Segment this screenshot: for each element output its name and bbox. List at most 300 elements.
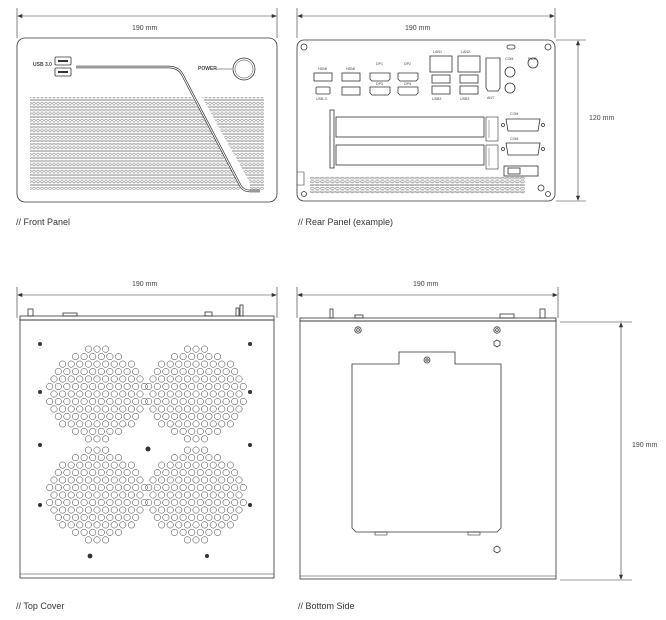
rear-port-label: DP4 [404, 82, 411, 86]
vent-hole [94, 462, 100, 468]
vent-hole [102, 361, 108, 367]
vent-hole [176, 507, 182, 513]
vent-hole [201, 447, 207, 453]
vent-hole [94, 507, 100, 513]
vent-hole [94, 361, 100, 367]
vent-hole [146, 484, 152, 490]
vent-hole [227, 477, 233, 483]
vent-hole [90, 368, 96, 374]
vent-hole [193, 391, 199, 397]
vent-hole [68, 507, 74, 513]
vent-hole [193, 346, 199, 352]
vent-hole [51, 391, 57, 397]
rear-serial-port [486, 58, 500, 91]
vent-hole [107, 413, 113, 419]
front-panel-caption: // Front Panel [16, 217, 71, 227]
vent-hole [150, 376, 156, 382]
vent-hole [85, 391, 91, 397]
vent-hole [210, 421, 216, 427]
vent-hole [158, 462, 164, 468]
vent-hole [98, 529, 104, 535]
vent-hole [94, 522, 100, 528]
vent-hole [232, 499, 238, 505]
vent-hole [201, 537, 207, 543]
vent-hole [219, 462, 225, 468]
vent-hole [111, 522, 117, 528]
vent-hole [193, 447, 199, 453]
vent-hole [115, 514, 121, 520]
vent-hole [193, 537, 199, 543]
vent-hole [115, 413, 121, 419]
top-cover [17, 287, 277, 578]
vent-hole [227, 361, 233, 367]
vent-hole [176, 406, 182, 412]
vent-hole [171, 398, 177, 404]
vent-hole [189, 469, 195, 475]
vent-hole [232, 398, 238, 404]
vent-hole [72, 428, 78, 434]
vent-hole [120, 361, 126, 367]
vent-hole [85, 346, 91, 352]
vent-hole [81, 469, 87, 475]
rear-port-label: DP3 [376, 82, 383, 86]
vent-hole [227, 421, 233, 427]
vent-hole [59, 391, 65, 397]
vent-hole [90, 514, 96, 520]
vent-hole [102, 492, 108, 498]
vent-hole [59, 421, 65, 427]
vent-hole [55, 484, 61, 490]
vent-hole [72, 413, 78, 419]
vent-hole [77, 522, 83, 528]
vent-hole [197, 499, 203, 505]
vent-hole [197, 454, 203, 460]
vent-hole [102, 421, 108, 427]
vent-hole [236, 507, 242, 513]
vent-hole [146, 383, 152, 389]
vent-hole [115, 353, 121, 359]
vent-hole [154, 499, 160, 505]
vent-hole [206, 454, 212, 460]
vent-hole [184, 447, 190, 453]
vent-hole [128, 391, 134, 397]
vent-hole [197, 469, 203, 475]
vent-hole [64, 514, 70, 520]
vent-hole [163, 484, 169, 490]
rear-port-label: DP1 [376, 62, 383, 66]
vent-hole [55, 499, 61, 505]
mounting-holes [38, 342, 252, 558]
vent-hole [59, 406, 65, 412]
front-width-dimension [17, 8, 277, 38]
vent-hole [210, 391, 216, 397]
vent-hole [171, 428, 177, 434]
vent-hole [111, 507, 117, 513]
vent-hole [85, 537, 91, 543]
vent-hole [158, 507, 164, 513]
vent-hole [94, 376, 100, 382]
vent-hole [189, 514, 195, 520]
vent-hole [77, 492, 83, 498]
vent-hole [133, 499, 139, 505]
vent-hole [223, 514, 229, 520]
vent-hole [176, 391, 182, 397]
vent-hole [102, 391, 108, 397]
bottom-access-panel [352, 352, 501, 532]
vent-hole [124, 413, 130, 419]
vent-hole [201, 507, 207, 513]
vent-hole [193, 492, 199, 498]
vent-hole [128, 376, 134, 382]
vent-hole [102, 376, 108, 382]
vent-hole [158, 492, 164, 498]
rear-port-label: HDMI [318, 67, 328, 71]
rear-lan-ports [430, 56, 480, 94]
vent-hole [227, 406, 233, 412]
vent-hole [214, 529, 220, 535]
rear-width-dimension [297, 8, 555, 38]
vent-hole [85, 361, 91, 367]
vent-hole [94, 391, 100, 397]
vent-hole [184, 346, 190, 352]
vent-hole [201, 492, 207, 498]
top-width-dimension [17, 287, 277, 318]
vent-hole [184, 462, 190, 468]
rear-port-label: HDMI [346, 67, 356, 71]
vent-hole [176, 522, 182, 528]
vent-hole [163, 514, 169, 520]
vent-hole [197, 484, 203, 490]
vent-hole [189, 499, 195, 505]
vent-hole [133, 514, 139, 520]
vent-hole [124, 398, 130, 404]
vent-hole [201, 361, 207, 367]
vent-hole [72, 454, 78, 460]
vent-hole [120, 462, 126, 468]
vent-hole [184, 436, 190, 442]
vent-hole [180, 353, 186, 359]
vent-hole [98, 353, 104, 359]
vent-hole [59, 361, 65, 367]
vent-hole [124, 383, 130, 389]
vent-hole [107, 484, 113, 490]
vent-hole [219, 522, 225, 528]
vent-hole [193, 462, 199, 468]
vent-hole [90, 413, 96, 419]
vent-hole [210, 477, 216, 483]
vent-hole [201, 421, 207, 427]
vent-hole [189, 368, 195, 374]
vent-hole [193, 421, 199, 427]
vent-hole [107, 398, 113, 404]
vent-hole [163, 469, 169, 475]
vent-hole [120, 406, 126, 412]
rear-port-label: DP2 [404, 62, 411, 66]
vent-hole [124, 499, 130, 505]
vent-hole [214, 383, 220, 389]
vent-hole [197, 514, 203, 520]
vent-hole [111, 376, 117, 382]
vent-hole [111, 421, 117, 427]
vent-hole [171, 469, 177, 475]
vent-hole [120, 477, 126, 483]
vent-hole [154, 383, 160, 389]
rear-panel [297, 8, 586, 201]
vent-hole [146, 398, 152, 404]
vent-hole [158, 477, 164, 483]
vent-hole [171, 413, 177, 419]
vent-hole [210, 406, 216, 412]
vent-hole [206, 499, 212, 505]
vent-hole [214, 514, 220, 520]
vent-hole [102, 346, 108, 352]
vent-hole [90, 454, 96, 460]
vent-hole [120, 391, 126, 397]
vent-hole [137, 507, 143, 513]
vent-hole [94, 346, 100, 352]
vent-hole [107, 529, 113, 535]
vent-hole [193, 522, 199, 528]
vent-hole [81, 368, 87, 374]
vent-hole [219, 492, 225, 498]
vent-hole [64, 499, 70, 505]
vent-hole [210, 492, 216, 498]
vent-hole [240, 499, 246, 505]
vent-hole [210, 507, 216, 513]
vent-hole [232, 484, 238, 490]
vent-hole [90, 469, 96, 475]
vent-hole [115, 529, 121, 535]
vent-hole [227, 462, 233, 468]
vent-hole [68, 376, 74, 382]
vent-hole [124, 368, 130, 374]
vent-hole [85, 477, 91, 483]
vent-hole [94, 421, 100, 427]
vent-hole [68, 421, 74, 427]
vent-hole [223, 499, 229, 505]
vent-hole [180, 529, 186, 535]
vent-hole [180, 484, 186, 490]
vent-hole [201, 462, 207, 468]
vent-hole [133, 398, 139, 404]
vent-hole [102, 447, 108, 453]
power-label: POWER [198, 66, 217, 72]
vent-hole [154, 368, 160, 374]
vent-hole [232, 514, 238, 520]
vent-hole [77, 406, 83, 412]
vent-hole [85, 492, 91, 498]
top-cover-caption: // Top Cover [16, 601, 65, 611]
vent-hole [115, 368, 121, 374]
vent-hole [197, 413, 203, 419]
vent-hole [98, 484, 104, 490]
usb-ports [55, 57, 71, 76]
vent-hole [72, 484, 78, 490]
vent-hole [236, 376, 242, 382]
vent-hole [163, 383, 169, 389]
vent-hole [223, 469, 229, 475]
vent-hole [214, 469, 220, 475]
rear-port-label: COM [510, 112, 519, 116]
vent-hole [184, 492, 190, 498]
vent-hole [193, 361, 199, 367]
vent-hole [219, 477, 225, 483]
vent-hole [77, 391, 83, 397]
vent-hole [171, 454, 177, 460]
vent-hole [85, 406, 91, 412]
vent-hole [232, 383, 238, 389]
vent-hole [111, 406, 117, 412]
vent-hole [219, 406, 225, 412]
vent-hole [189, 383, 195, 389]
vent-hole [197, 383, 203, 389]
vent-hole [150, 492, 156, 498]
vent-hole [201, 477, 207, 483]
vent-hole [85, 522, 91, 528]
vent-hole [68, 391, 74, 397]
vent-hole [184, 406, 190, 412]
vent-hole [154, 413, 160, 419]
vent-hole [167, 462, 173, 468]
vent-hole [55, 398, 61, 404]
usb-label: USB 3.0 [33, 62, 52, 68]
vent-hole [111, 361, 117, 367]
vent-hole [197, 398, 203, 404]
vent-hole [81, 413, 87, 419]
vent-hole [158, 361, 164, 367]
vent-hole [154, 514, 160, 520]
vent-hole [180, 368, 186, 374]
vent-hole [150, 391, 156, 397]
vent-hole [167, 361, 173, 367]
vent-hole [64, 484, 70, 490]
vent-hole [124, 514, 130, 520]
vent-hole [77, 507, 83, 513]
vent-hole [176, 492, 182, 498]
vent-hole [163, 413, 169, 419]
vent-hole [72, 499, 78, 505]
vent-hole [102, 406, 108, 412]
vent-hole [219, 507, 225, 513]
vent-hole [81, 428, 87, 434]
vent-hole [55, 469, 61, 475]
vent-hole [176, 361, 182, 367]
vent-hole [214, 484, 220, 490]
vent-hole [115, 484, 121, 490]
vent-hole [232, 469, 238, 475]
vent-hole [98, 499, 104, 505]
vent-hole [115, 383, 121, 389]
bottom-height-label: 190 mm [632, 442, 658, 449]
vent-hole [189, 353, 195, 359]
vent-hole [167, 477, 173, 483]
vent-hole [107, 499, 113, 505]
vent-hole [227, 376, 233, 382]
vent-hole [107, 353, 113, 359]
vent-hole [107, 454, 113, 460]
rear-port-label: LAN2 [461, 50, 470, 54]
bottom-height-dimension [560, 322, 632, 580]
bottom-width-dimension [297, 287, 558, 318]
vent-hole [206, 514, 212, 520]
vent-hole [111, 391, 117, 397]
vent-hole [115, 469, 121, 475]
vent-hole [120, 492, 126, 498]
vent-hole [47, 499, 53, 505]
vent-hole [184, 537, 190, 543]
vent-hole [133, 469, 139, 475]
rear-height-label: 120 mm [589, 115, 615, 122]
vent-hole [120, 376, 126, 382]
vent-hole [98, 514, 104, 520]
vent-hole [107, 469, 113, 475]
vent-hole [68, 477, 74, 483]
vent-hole [214, 353, 220, 359]
vent-hole [90, 484, 96, 490]
vent-hole [232, 368, 238, 374]
vent-hole [227, 391, 233, 397]
vent-hole [240, 484, 246, 490]
rear-vents [310, 176, 525, 194]
vent-hole [98, 413, 104, 419]
vent-hole [107, 428, 113, 434]
vent-hole [176, 477, 182, 483]
vent-hole [180, 413, 186, 419]
vent-hole [51, 492, 57, 498]
vent-hole [137, 492, 143, 498]
vent-hole [189, 529, 195, 535]
vent-hole [68, 492, 74, 498]
vent-hole [124, 484, 130, 490]
vent-hole [90, 529, 96, 535]
vent-hole [184, 391, 190, 397]
vent-hole [154, 469, 160, 475]
vent-hole [163, 368, 169, 374]
vent-hole [133, 484, 139, 490]
vent-hole [189, 428, 195, 434]
vent-hole [81, 353, 87, 359]
vent-hole [171, 529, 177, 535]
vent-hole [223, 383, 229, 389]
vent-hole [59, 507, 65, 513]
vent-hole [90, 383, 96, 389]
vent-hole [171, 499, 177, 505]
vent-hole [81, 514, 87, 520]
vent-hole [214, 454, 220, 460]
vent-hole [85, 376, 91, 382]
vent-hole [81, 529, 87, 535]
vent-hole [236, 406, 242, 412]
vent-hole [77, 421, 83, 427]
vent-hole [180, 383, 186, 389]
vent-hole [68, 462, 74, 468]
vent-hole [232, 413, 238, 419]
vent-hole [193, 477, 199, 483]
vent-hole [184, 361, 190, 367]
bottom-width-label: 190 mm [413, 281, 439, 288]
vent-hole [115, 398, 121, 404]
vent-hole [146, 499, 152, 505]
vent-hole [85, 462, 91, 468]
vent-hole [171, 368, 177, 374]
vent-hole [72, 353, 78, 359]
vent-hole [68, 406, 74, 412]
vent-hole [214, 413, 220, 419]
vent-hole [102, 537, 108, 543]
vent-hole [163, 398, 169, 404]
vent-hole [189, 413, 195, 419]
vent-hole [214, 499, 220, 505]
